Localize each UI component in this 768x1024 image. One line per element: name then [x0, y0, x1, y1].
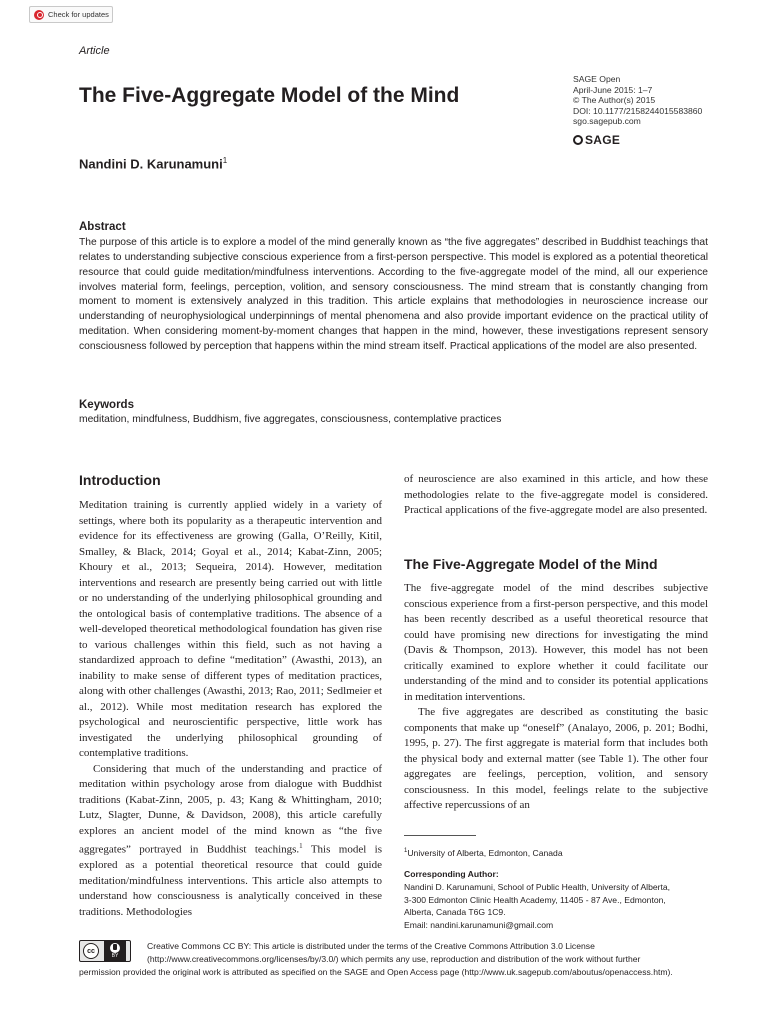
- five-aggregate-paragraph-2: The five aggregates are described as constituting the basic components that make up “oneself” (Analayo, 2006, p. 201; Bodhi, 1995, p. 27). The first aggregate is material form that includes both the physical body and external matter (see Table 1). The other four aggregates are feelings, perception, volition, and sensory consciousness. In this model, feelings relate to the subjective affective repercussions of an: [404, 706, 708, 811]
- author-name: Nandini D. Karunamuni: [79, 156, 223, 172]
- cc-by-label: BY: [111, 953, 119, 959]
- affiliation-text: University of Alberta, Edmonton, Canada: [407, 847, 563, 858]
- affiliation-mark: 1: [404, 848, 408, 854]
- corresponding-author-email[interactable]: Email: nandini.karunamuni@gmail.com: [404, 919, 554, 930]
- five-aggregate-heading: The Five-Aggregate Model of the Mind: [404, 556, 658, 572]
- keywords-text: meditation, mindfulness, Buddhism, five aggregates, consciousness, contemplative practices: [79, 414, 502, 425]
- journal-issue: April-June 2015: 1–7: [573, 84, 653, 95]
- copyright: © The Author(s) 2015: [573, 95, 656, 106]
- journal-name: SAGE Open: [573, 74, 621, 84]
- attribution-person-icon: [110, 943, 120, 953]
- affiliation-footnote: [404, 845, 714, 859]
- doi: DOI: 10.1177/2158244015583860: [573, 105, 703, 116]
- footnote-ref[interactable]: 1: [299, 842, 303, 850]
- five-aggregate-body: [404, 581, 708, 814]
- corresponding-author-line-3: Alberta, Canada T6G 1C9.: [404, 907, 506, 918]
- footnote-divider: [404, 835, 476, 836]
- license-line-3[interactable]: permission provided the original work is attributed as specified on the SAGE and Open Access page (http://www.uk.sagepub.com/aboutus/openaccess.htm).: [79, 967, 673, 977]
- abstract-text: The purpose of this article is to explore a model of the mind generally known as “the five aggregates” described in Buddhist teachings that relates to understanding subjective conscious experience from a first-person perspective. This model is explored as a potential theoretical resource that could guide meditation/mindfulness interventions. According to the five-aggregate model of the mind, all our experience involves material form, feelings, perception, volition, and sensory consciousness. The mind stream that is constantly changing from moment to moment is extensively analyzed in this tradition. This article explains that methodologies in neuroscience increase our understanding of neurophysiological underpinnings of mental phenomena and also provide important evidence on the practical utility of meditation. When considering moment-by-moment changes that happen in the mind, however, these investigations represent sensory consciousness followed by perception that happens within the mind stream itself. Practical applications of the model are also presented.: [79, 237, 708, 352]
- license-notice: [79, 940, 719, 979]
- sage-ring-icon: [573, 135, 583, 145]
- journal-url: sgo.sagepub.com: [573, 116, 641, 127]
- intro-p2-text-a: Considering that much of the understanding and practice of meditation within psychology arose from dialogue with Buddhist traditions (Kabat-Zinn, 2005, p. 43; Kang & Whittingham, 2010; Lutz, Slagter, Dunne, & Davidson, 2008), this article carefully explores an ancient model of the mind known as “the five aggregates” portrayed in Buddhist teachings.: [79, 762, 382, 856]
- cc-icon: cc: [83, 943, 99, 959]
- sage-logo-text: SAGE: [585, 133, 621, 147]
- creative-commons-logo[interactable]: [79, 940, 131, 962]
- license-line-1: Creative Commons CC BY: This article is distributed under the terms of the Creative Commons Attribution 3.0 License: [147, 941, 595, 951]
- corresponding-author-line-2: 3-300 Edmonton Clinic Health Academy, 11405 - 87 Ave., Edmonton,: [404, 894, 666, 905]
- introduction-heading: Introduction: [79, 472, 161, 488]
- crossmark-icon: [34, 10, 44, 20]
- intro-paragraph-2: [79, 762, 382, 921]
- journal-meta: [573, 74, 702, 127]
- license-line-2[interactable]: (http://www.creativecommons.org/licenses/by/3.0/) which permits any use, reproduction and distribution of the work without further: [147, 954, 641, 964]
- check-for-updates-button[interactable]: [29, 6, 113, 23]
- keywords-heading: Keywords: [79, 399, 134, 411]
- introduction-body: [79, 498, 382, 920]
- paper-title: The Five-Aggregate Model of the Mind: [79, 84, 460, 107]
- five-aggregate-paragraph-1: The five-aggregate model of the mind describes subjective conscious experience from a first-person perspective, and this model has been recently described as a useful theoretical resource that could have promising new directions for investigating the mind (Davis & Thompson, 2013). However, this model has not been critically examined to explore whether it could facilitate our understanding of the mind and to consider its potential applications in meditation interventions.: [404, 582, 708, 703]
- author-line: [79, 156, 227, 171]
- author-affil-mark: 1: [222, 156, 228, 165]
- abstract-heading: Abstract: [79, 221, 126, 233]
- intro-paragraph-2-continued: of neuroscience are also examined in this article, and how these methodologies relate to the five-aggregate model is considered. Practical applications of the five-aggregate model are also presented.: [404, 473, 708, 516]
- article-type-label: Article: [79, 45, 110, 57]
- intro-continued: [404, 472, 708, 519]
- sage-logo: [573, 133, 620, 147]
- corresponding-author-line-1: Nandini D. Karunamuni, School of Public Health, University of Alberta,: [404, 882, 671, 893]
- intro-paragraph-1: Meditation training is currently applied widely in a variety of settings, where both its popularity as a therapeutic intervention and evidence for its effectiveness are growing (Galla, O’Reilly, Kitil, Smalley, & Black, 2014; Goyal et al., 2014; Kabat-Zinn, 2005; Khoury et al., 2013; Sequeira, 2014). However, meditation interventions and research are presently being carried out with little or no understanding of the underlying philosophical grounding and the ontological basis of contemplative traditions. The absence of a well-developed theoretical methodological foundation has given rise to various challenges within this field, such as not having a standardized approach to define “meditation” (Awasthi, 2013), an inability to make sense of different types of meditation practices, along with other challenges (Awasthi, 2013; Rao, 2011; Sedlmeier et al., 2012). While most meditation research has explored the psychological and neuroscientific perspective, little work has investigated the underlying philosophical grounding of contemplative traditions.: [79, 499, 382, 759]
- footnotes: [404, 845, 714, 931]
- check-for-updates-label: Check for updates: [48, 10, 109, 19]
- cc-by-icon: [104, 940, 126, 962]
- corresponding-author-heading: Corresponding Author:: [404, 869, 499, 880]
- intro-p2-text-b: This model is explored as a potential theoretical resource that could guide meditation/mindfulness interventions. This article also attempts to understand how consciousness is analytically conceived in these traditions. Methodologies: [79, 843, 382, 918]
